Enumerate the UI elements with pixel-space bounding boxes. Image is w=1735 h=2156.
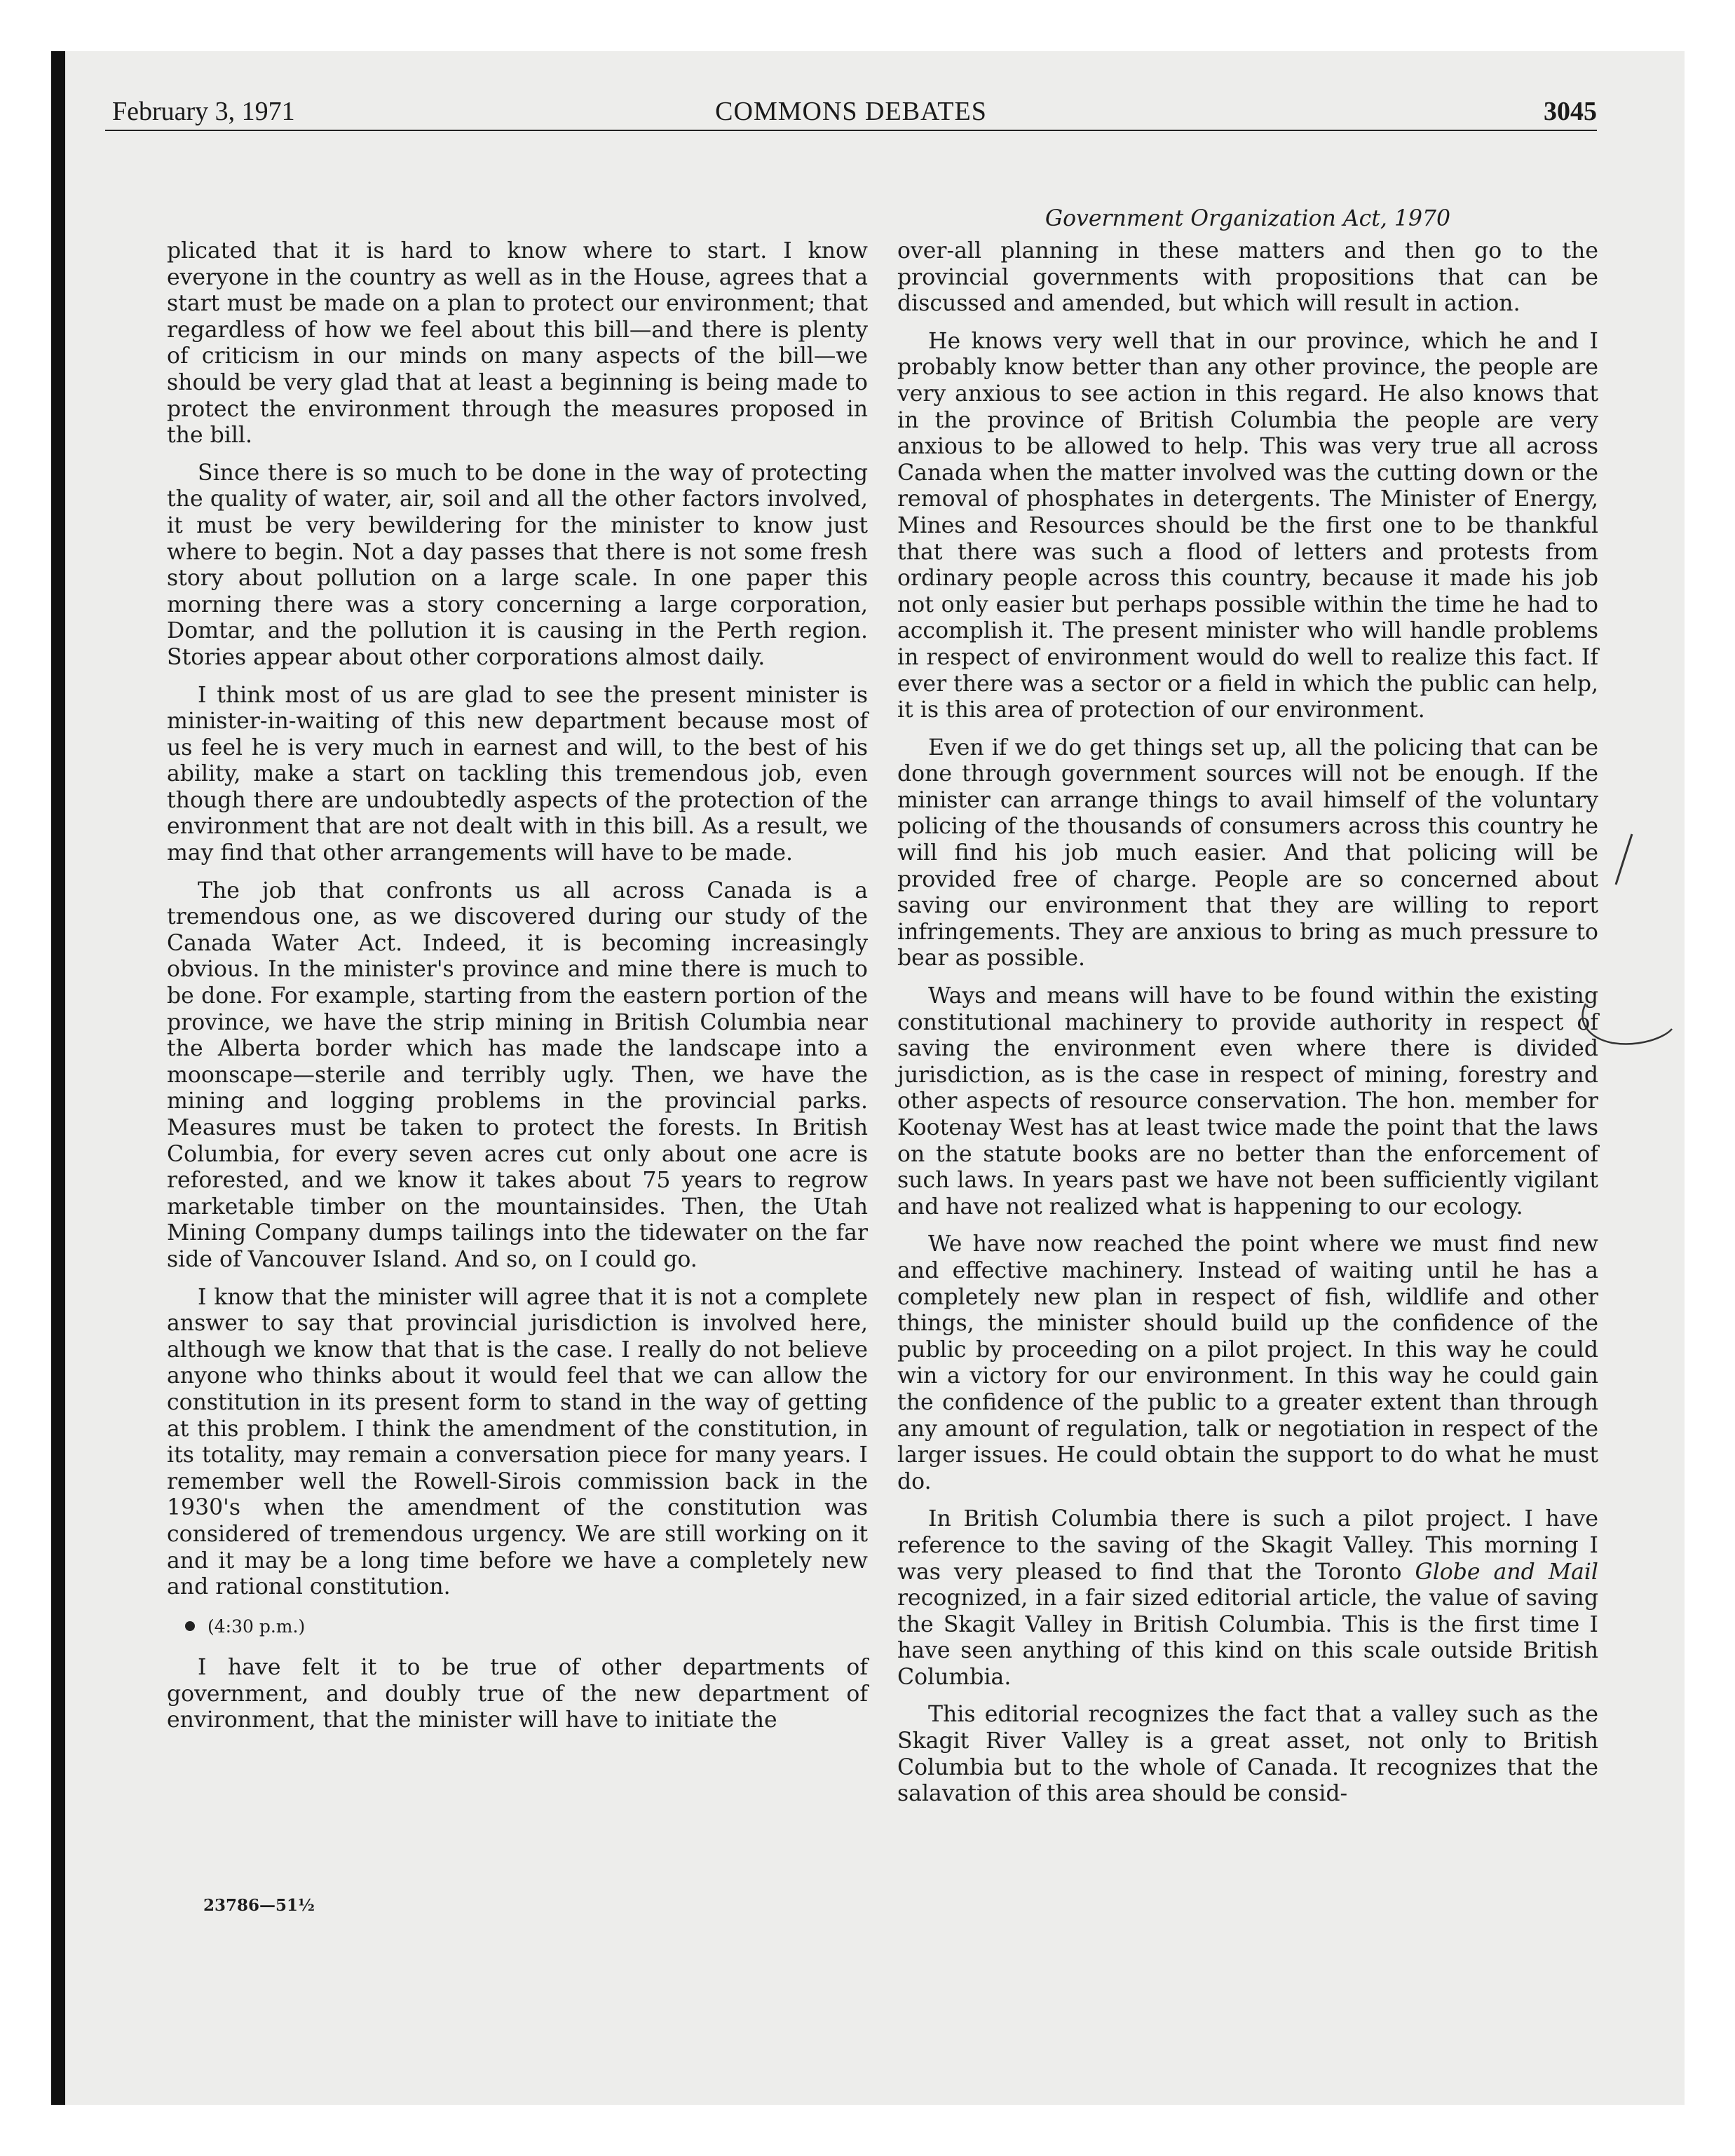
page-number: 3045 [1544,97,1597,126]
pen-stroke-curve [1583,1004,1672,1044]
timestamp-text: (4:30 p.m.) [207,1616,306,1637]
paragraph: Even if we do get things set up, all the policing that can be done through government sources will not be enough. If the minister can arrange things to avail himself of the voluntary policing of the thousands of consumers across this country he will find his job much easier. And that policing will be provided free of charge. People are so concerned about saving our environment that they are willing to report infringements. They are anxious to bring as much pressure to bear as possible. [897,735,1598,971]
paragraph-text: In British Columbia there is such a pilot project. I have reference to the saving of the Skagit Valley. This morning I was very pleased to find that the Toronto [897,1506,1598,1585]
header-title: COMMONS DEBATES [715,97,987,126]
paragraph: Ways and means will have to be found within the existing constitutional machinery to provide authority in respect of saving the environment even where there is divided jurisdiction, as is the case in respect of mining, forestry and other aspects of resource conservation. The hon. member for Kootenay West has at least twice made the point that the laws on the statute books are no better than the enforcement of such laws. In years past we have not been sufficiently vigilant and have not realized what is happening to our ecology. [897,983,1598,1220]
paragraph: I know that the minister will agree that it is not a complete answer to say that provincial jurisdiction is involved here, although we know that that is the case. I really do not believe anyone who thinks about it would feel that we can allow the constitution in its present form to stand in the way of getting at this problem. I think the amendment of the constitution, in its totality, may remain a conversation piece for many years. I remember well the Rowell-Sirois commission back in the 1930's when the amendment of the constitution was considered of tremendous urgency. We are still working on it and it may be a long time before we have a completely new and rational constitution. [167,1284,868,1600]
print-code: 23786—51½ [203,1896,315,1915]
paragraph: He knows very well that in our province, which he and I probably know better than any other province, the people are very anxious to see action in this regard. He also knows that in the province of British Columbia the people are very anxious to be allowed to help. This was very true all across Canada when the matter involved was the cutting down or the removal of phosphates in detergents. The Minister of Energy, Mines and Resources should be the first one to be thankful that there was such a flood of letters and protests from ordinary people across this country, because it made his job not only easier but perhaps possible within the time he had to accomplish it. The present minister who will handle problems in respect of environment would do well to realize this fact. If ever there was a sector or a field in which the public can help, it is this area of protection of our environment. [897,328,1598,723]
paragraph: over-all planning in these matters and then go to the provincial governments with propositions that can be discussed and amended, but which will result in action. [897,238,1598,317]
paragraph: The job that confronts us all across Canada is a tremendous one, as we discovered during our study of the Canada Water Act. Indeed, it is becoming increasingly obvious. In the minister's province and mine there is much to be done. For example, starting from the eastern portion of the province, we have the strip mining in British Columbia near the Alberta border which has made the landscape into a moonscape—sterile and terribly ugly. Then, we have the mining and logging problems in the provincial parks. Measures must be taken to protect the forests. In British Columbia, for every seven acres cut only about one acre is reforested, and we know it takes about 75 years to regrow marketable timber on the mountainsides. Then, the Utah Mining Company dumps tailings into the tidewater on the far side of Vancouver Island. And so, on I could go. [167,878,868,1272]
paragraph: Since there is so much to be done in the way of protecting the quality of water, air, soil and all the other factors involved, it must be very bewildering for the minister to know just where to begin. Not a day passes that there is not some fresh story about pollution on a large scale. In one paper this morning there was a story concerning a large corporation, Domtar, and the pollution it is causing in the Perth region. Stories appear about other corporations almost daily. [167,460,868,670]
paragraph-text: recognized, in a fair sized editorial article, the value of saving the Skagit Valley in British Columbia. This is the first time I have seen anything of this kind on this scale outside British Columbia. [897,1585,1598,1690]
paragraph: I think most of us are glad to see the present minister is minister-in-waiting of this new department because most of us feel he is very much in earnest and will, to the best of his ability, make a start on tackling this tremendous job, even though there are undoubtedly aspects of the protection of the environment that are not dealt with in this bill. As a result, we may find that other arrangements will have to be made. [167,682,868,866]
publication-title: Globe and Mail [1415,1559,1598,1585]
pen-stroke-slash [1616,834,1632,885]
paragraph: We have now reached the point where we must find new and effective machinery. Instead of waiting until he has a completely new plan in respect of fish, wildlife and other things, the minister should build up the confidence of the public by proceeding on a pilot project. In this way he could win a victory for our environment. In this way he could gain the confidence of the public to a greater extent than through any amount of regulation, talk or negotiation in respect of the larger issues. He could obtain the support to do what he must do. [897,1231,1598,1494]
header-date: February 3, 1971 [112,97,295,126]
paragraph: plicated that it is hard to know where to start. I know everyone in the country as well as in the House, agrees that a start must be made on a plan to protect our environment; that regardless of how we feel about this bill—and there is plenty of criticism in our minds on many aspects of the bill—we should be very glad that at least a beginning is being made to protect the environment through the measures proposed in the bill. [167,238,868,449]
running-head: Government Organization Act, 1970 [1045,206,1451,231]
paragraph: I have felt it to be true of other departments of government, and doubly true of the new department of environment, that the minister will have to initiate the [167,1655,868,1733]
paragraph: This editorial recognizes the fact that a valley such as the Skagit River Valley is a great asset, not only to British Columbia but to the whole of Canada. It recognizes that the salavation of this area should be consid- [897,1702,1598,1807]
